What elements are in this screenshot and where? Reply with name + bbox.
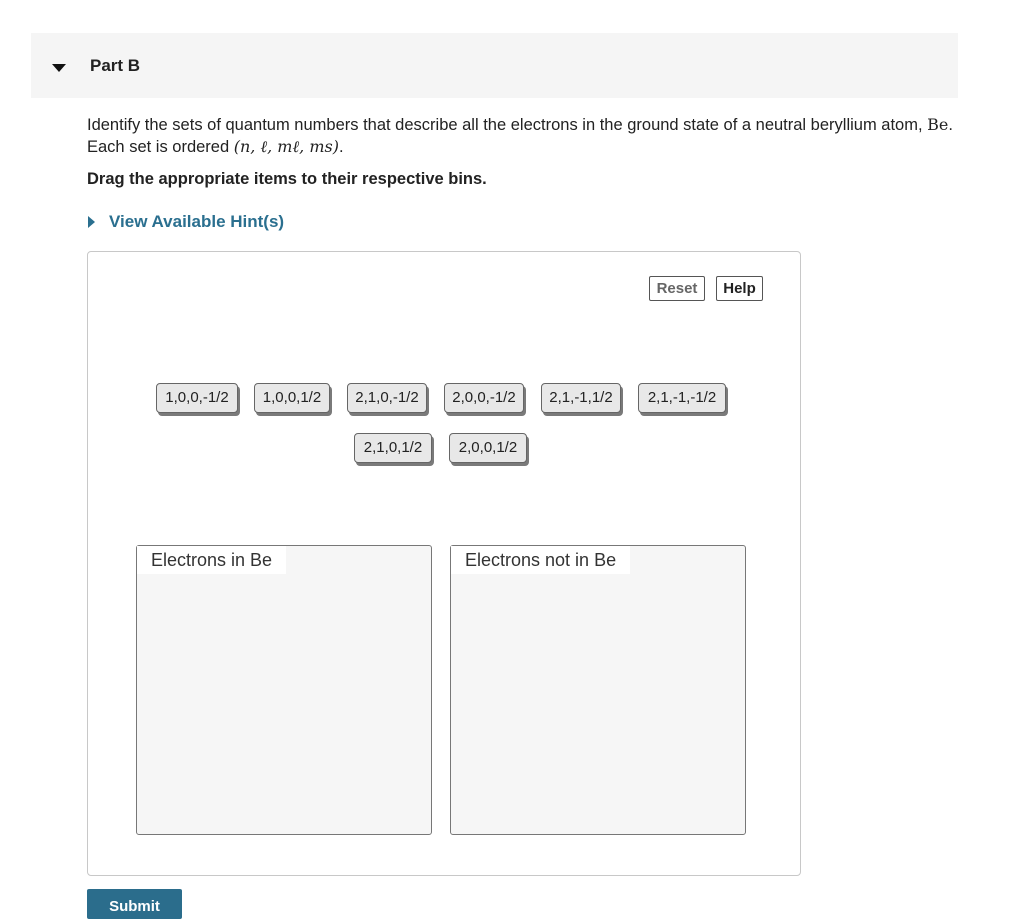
question-text-after: . bbox=[338, 138, 344, 156]
draggable-item[interactable]: 2,1,0,-1/2 bbox=[347, 383, 427, 413]
submit-button[interactable]: Submit bbox=[87, 889, 182, 919]
draggable-item[interactable]: 1,0,0,1/2 bbox=[254, 383, 330, 413]
collapse-caret-icon[interactable] bbox=[52, 64, 66, 72]
quantum-number-ordering: (n, ℓ, mℓ, ms) bbox=[233, 137, 339, 156]
view-hints-link[interactable] bbox=[87, 212, 284, 232]
bin-electrons-not-in-be[interactable] bbox=[450, 545, 746, 835]
bin-label: Electrons in Be bbox=[137, 546, 286, 574]
reset-button[interactable]: Reset bbox=[649, 276, 705, 301]
question-text-before: Identify the sets of quantum numbers that describe all the electrons in the ground state of a neutral beryllium atom, bbox=[87, 116, 928, 134]
caret-right-icon bbox=[88, 216, 95, 228]
question-text bbox=[87, 114, 967, 158]
draggable-item[interactable]: 2,0,0,-1/2 bbox=[444, 383, 524, 413]
view-hints-label: View Available Hint(s) bbox=[109, 212, 285, 231]
part-title: Part B bbox=[90, 56, 141, 75]
draggable-item[interactable]: 2,1,0,1/2 bbox=[354, 433, 432, 463]
element-symbol: Be bbox=[927, 115, 949, 134]
question-text-middle: . Each set is ordered bbox=[87, 116, 953, 156]
draggable-item[interactable]: 1,0,0,-1/2 bbox=[156, 383, 238, 413]
draggable-item[interactable]: 2,1,-1,1/2 bbox=[541, 383, 621, 413]
draggable-item[interactable]: 2,1,-1,-1/2 bbox=[638, 383, 726, 413]
part-header[interactable] bbox=[31, 33, 958, 98]
draggable-item[interactable]: 2,0,0,1/2 bbox=[449, 433, 527, 463]
bin-label: Electrons not in Be bbox=[451, 546, 630, 574]
bin-electrons-in-be[interactable] bbox=[136, 545, 432, 835]
help-button[interactable]: Help bbox=[716, 276, 763, 301]
drag-instruction: Drag the appropriate items to their respective bins. bbox=[87, 170, 487, 188]
